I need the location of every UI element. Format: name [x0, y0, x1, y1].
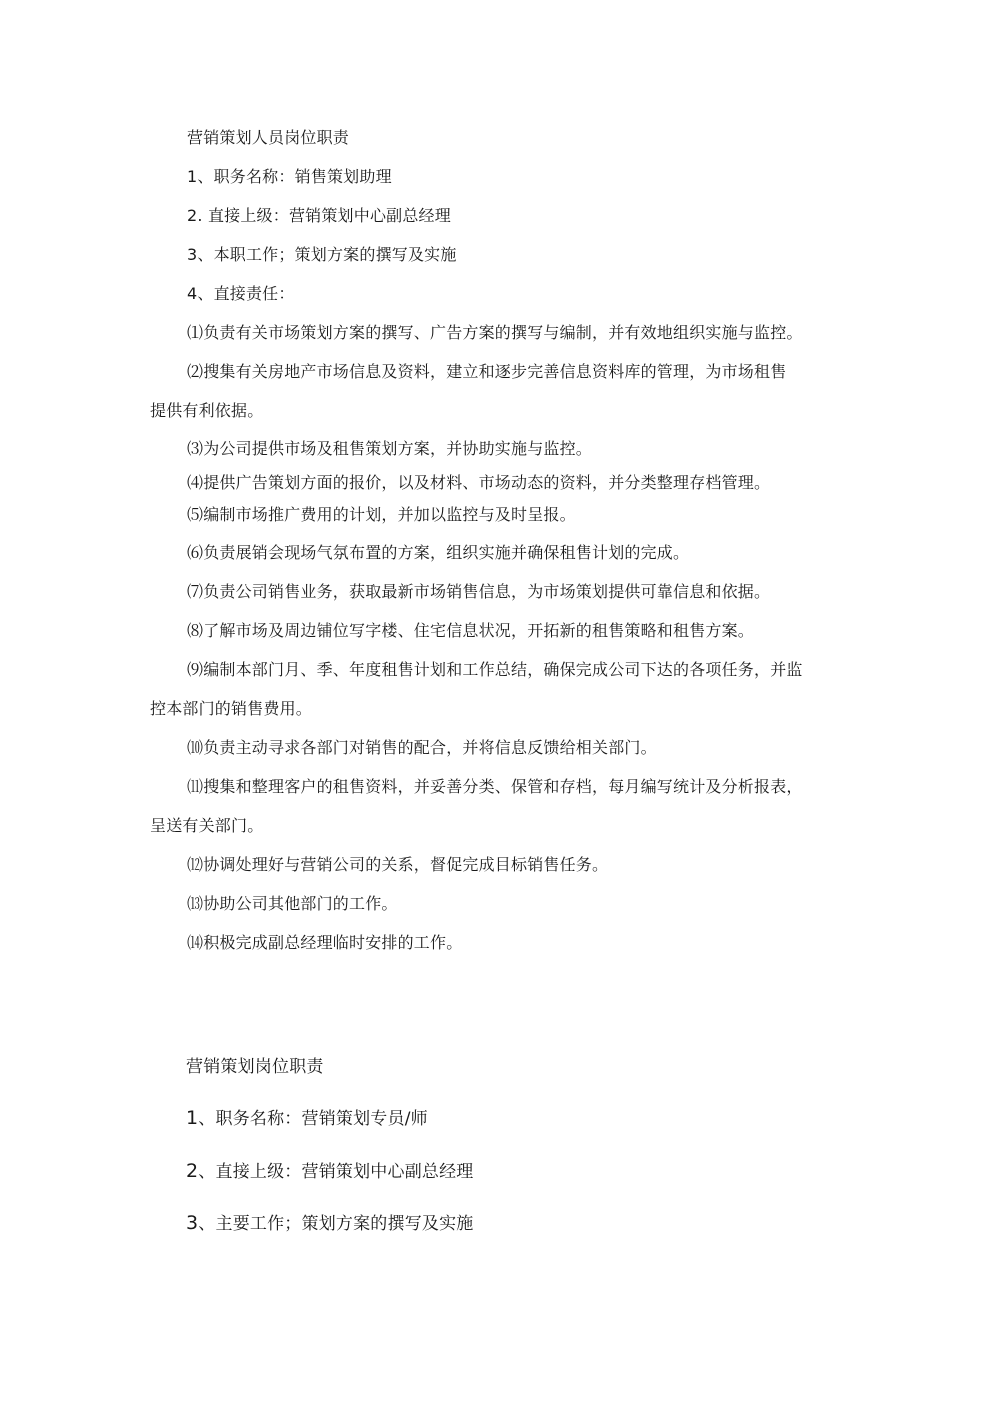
section2-item-3-number: 3 [186, 1212, 199, 1234]
duty-8: ⑻了解市场及周边铺位写字楼、住宅信息状况，开拓新的租售策略和租售方案。 [187, 621, 755, 640]
section2-item-1-text: 、职务名称：营销策划专员/师 [198, 1109, 428, 1129]
duty-3: ⑶为公司提供市场及租售策划方案，并协助实施与监控。 [187, 439, 593, 458]
section1-item-1: 1、职务名称：销售策划助理 [187, 167, 392, 186]
section2-item-2-number: 2 [186, 1160, 199, 1182]
section1-title: 营销策划人员岗位职责 [187, 128, 350, 147]
duty-1: ⑴负责有关市场策划方案的撰写、广告方案的撰写与编制，并有效地组织实施与监控。 [187, 323, 803, 342]
duty-11: ⑾搜集和整理客户的租售资料，并妥善分类、保管和存档，每月编写统计及分析报表， [187, 777, 803, 796]
section1-item-3: 3、本职工作；策划方案的撰写及实施 [187, 245, 457, 264]
duty-6: ⑹负责展销会现场气氛布置的方案，组织实施并确保租售计划的完成。 [187, 543, 690, 562]
duty-12: ⑿协调处理好与营销公司的关系，督促完成目标销售任务。 [187, 855, 609, 874]
duty-5: ⑸编制市场推广费用的计划，并加以监控与及时呈报。 [187, 505, 576, 524]
duty-4: ⑷提供广告策划方面的报价，以及材料、市场动态的资料，并分类整理存档管理。 [187, 473, 771, 492]
section1-item-2: 2. 直接上级：营销策划中心副总经理 [187, 206, 451, 225]
section2-item-1 [186, 1108, 428, 1129]
duty-9-cont: 控本部门的销售费用。 [150, 699, 313, 718]
duty-14: ⒁积极完成副总经理临时安排的工作。 [187, 933, 463, 952]
section2-item-2 [186, 1161, 474, 1182]
section2-item-3 [186, 1213, 474, 1234]
section2-item-2-text: 、直接上级：营销策划中心副总经理 [198, 1162, 474, 1182]
duty-7: ⑺负责公司销售业务，获取最新市场销售信息，为市场策划提供可靠信息和依据。 [187, 582, 771, 601]
duty-2-cont: 提供有利依据。 [150, 401, 264, 420]
duty-13: ⒀协助公司其他部门的工作。 [187, 894, 398, 913]
duty-2: ⑵搜集有关房地产市场信息及资料，建立和逐步完善信息资料库的管理，为市场租售 [187, 362, 787, 381]
duty-9: ⑼编制本部门月、季、年度租售计划和工作总结，确保完成公司下达的各项任务，并监 [187, 660, 803, 679]
duty-11-cont: 呈送有关部门。 [150, 816, 264, 835]
section1-item-4: 4、直接责任： [187, 284, 295, 303]
section2-item-3-text: 、主要工作；策划方案的撰写及实施 [198, 1214, 474, 1234]
section2-title: 营销策划岗位职责 [186, 1057, 324, 1077]
section2-item-1-number: 1 [186, 1107, 199, 1129]
duty-10: ⑽负责主动寻求各部门对销售的配合，并将信息反馈给相关部门。 [187, 738, 657, 757]
